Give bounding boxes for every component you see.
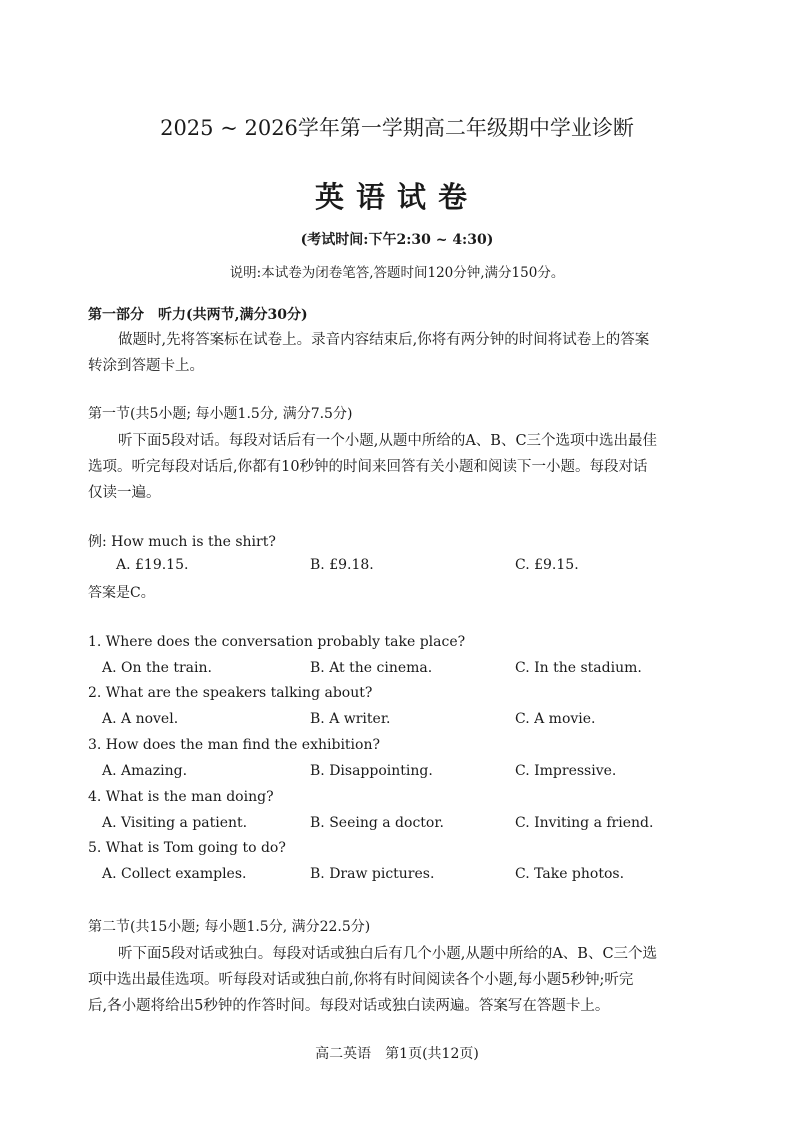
exam-title: 2025 ~ 2026学年第一学期高二年级期中学业诊断 — [160, 116, 634, 140]
question-1-option-a: A. On the train. — [102, 660, 212, 676]
section2-heading: 第二节(共15小题; 每小题1.5分, 满分22.5分) — [88, 919, 371, 935]
page-footer: 高二英语 第1页(共12页) — [315, 1046, 479, 1062]
section1-heading: 第一节(共5小题; 每小题1.5分, 满分7.5分) — [88, 406, 353, 422]
section2-intro-line3: 后,各小题将给出5秒钟的作答时间。每段对话或独白读两遍。答案写在答题卡上。 — [88, 998, 610, 1014]
question-5-option-a: A. Collect examples. — [102, 866, 247, 882]
example-option-c: C. £9.15. — [515, 557, 579, 573]
question-3-option-c: C. Impressive. — [515, 763, 617, 779]
part1-intro-line1: 做题时,先将答案标在试卷上。录音内容结束后,你将有两分钟的时间将试卷上的答案 — [118, 332, 650, 348]
question-2: 2. What are the speakers talking about? — [88, 685, 373, 701]
exam-instructions: 说明:本试卷为闭卷笔答,答题时间120分钟,满分150分。 — [229, 265, 565, 281]
example-option-a: A. £19.15. — [116, 557, 189, 573]
question-3: 3. How does the man find the exhibition? — [88, 737, 380, 753]
question-5-option-b: B. Draw pictures. — [310, 866, 435, 882]
question-4-option-b: B. Seeing a doctor. — [310, 815, 444, 831]
question-2-option-a: A. A novel. — [102, 711, 179, 727]
example-option-b: B. £9.18. — [310, 557, 374, 573]
question-5-option-c: C. Take photos. — [515, 866, 625, 882]
example-answer: 答案是C。 — [88, 585, 155, 601]
question-2-option-c: C. A movie. — [515, 711, 596, 727]
question-1: 1. Where does the conversation probably take place? — [88, 634, 466, 650]
part1-intro-line2: 转涂到答题卡上。 — [88, 358, 204, 374]
question-1-option-b: B. At the cinema. — [310, 660, 433, 676]
section2-intro-line2: 项中选出最佳选项。听每段对话或独白前,你将有时间阅读各个小题,每小题5秒钟;听完 — [88, 972, 634, 988]
section1-intro-line1: 听下面5段对话。每段对话后有一个小题,从题中所给的A、B、C三个选项中选出最佳 — [118, 433, 658, 449]
exam-time: (考试时间:下午2:30 ~ 4:30) — [300, 232, 494, 248]
part1-heading: 第一部分 听力(共两节,满分30分) — [88, 307, 308, 323]
question-5: 5. What is Tom going to do? — [88, 840, 286, 856]
question-3-option-a: A. Amazing. — [102, 763, 188, 779]
question-2-option-b: B. A writer. — [310, 711, 391, 727]
question-4-option-a: A. Visiting a patient. — [102, 815, 248, 831]
example-question: 例: How much is the shirt? — [88, 534, 276, 550]
section1-intro-line2: 选项。听完每段对话后,你都有10秒钟的时间来回答有关小题和阅读下一小题。每段对话 — [88, 459, 648, 475]
question-4: 4. What is the man doing? — [88, 789, 274, 805]
section2-intro-line1: 听下面5段对话或独白。每段对话或独白后有几个小题,从题中所给的A、B、C三个选 — [118, 946, 658, 962]
section1-intro-line3: 仅读一遍。 — [88, 485, 161, 501]
subject-title: 英语试卷 — [314, 180, 479, 214]
question-4-option-c: C. Inviting a friend. — [515, 815, 654, 831]
question-1-option-c: C. In the stadium. — [515, 660, 642, 676]
question-3-option-b: B. Disappointing. — [310, 763, 433, 779]
